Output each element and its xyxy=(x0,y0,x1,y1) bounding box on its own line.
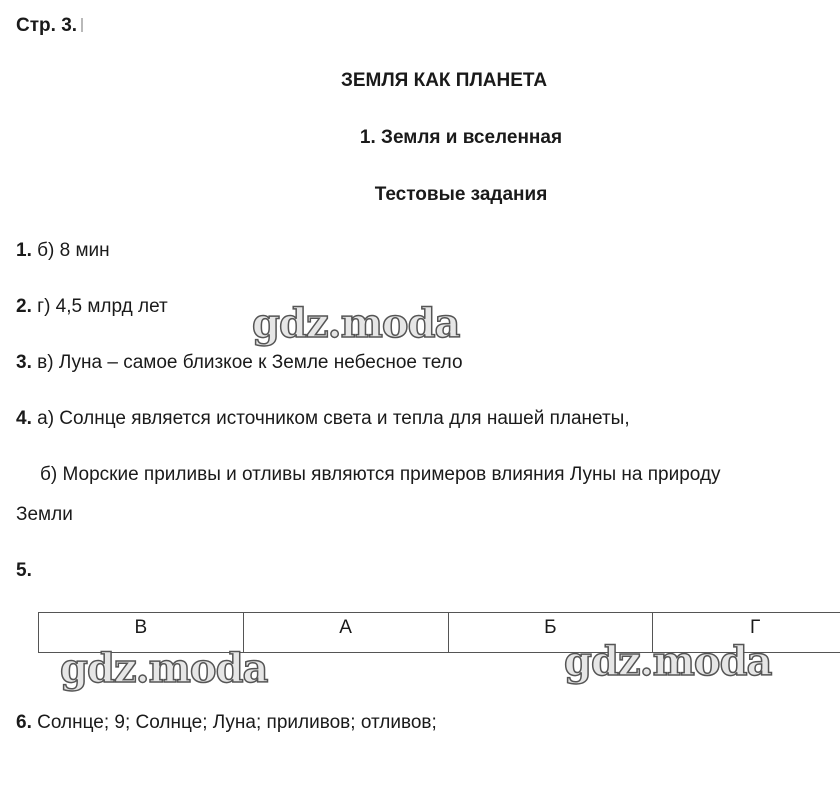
page-title: ЗЕМЛЯ КАК ПЛАНЕТА xyxy=(340,70,548,91)
watermark: gdz.moda xyxy=(564,638,772,685)
table-cell: Б xyxy=(448,613,653,653)
answer-number: 2. xyxy=(16,296,32,317)
answer-5-number: 5. xyxy=(16,560,32,581)
section-title: Тестовые задания xyxy=(374,184,548,205)
answer-number: 3. xyxy=(16,352,32,373)
answer-3 xyxy=(16,352,463,374)
answer-number: 6. xyxy=(16,712,32,733)
answer-text: Солнце; 9; Солнце; Луна; приливов; отливов; xyxy=(31,712,437,733)
answer-2 xyxy=(16,296,168,318)
answer-4-continuation: б) Морские приливы и отливы являются примеров влияния Луны на природу xyxy=(40,464,721,485)
table-cell: Г xyxy=(653,613,840,653)
answer-1 xyxy=(16,240,110,262)
answer-text: а) Солнце является источником света и тепла для нашей планеты, xyxy=(31,408,630,429)
table-cell: А xyxy=(243,613,448,653)
answer-text: в) Луна – самое близкое к Земле небесное тело xyxy=(31,352,463,373)
table-cell: В xyxy=(39,613,244,653)
page-label xyxy=(16,15,83,37)
cursor-mark xyxy=(81,18,83,32)
answer-6 xyxy=(16,712,437,734)
answer-4 xyxy=(16,408,630,430)
answer-number: 1. xyxy=(16,240,32,261)
answer-text: г) 4,5 млрд лет xyxy=(31,296,168,317)
page-number: Стр. 3. xyxy=(16,15,78,36)
answer-number: 4. xyxy=(16,408,32,429)
answer-4-continuation-end: Земли xyxy=(16,504,73,525)
watermark: gdz.moda xyxy=(252,300,460,347)
answer-text: б) 8 мин xyxy=(31,240,110,261)
topic-title: 1. Земля и вселенная xyxy=(359,127,563,148)
watermark: gdz.moda xyxy=(60,645,268,692)
